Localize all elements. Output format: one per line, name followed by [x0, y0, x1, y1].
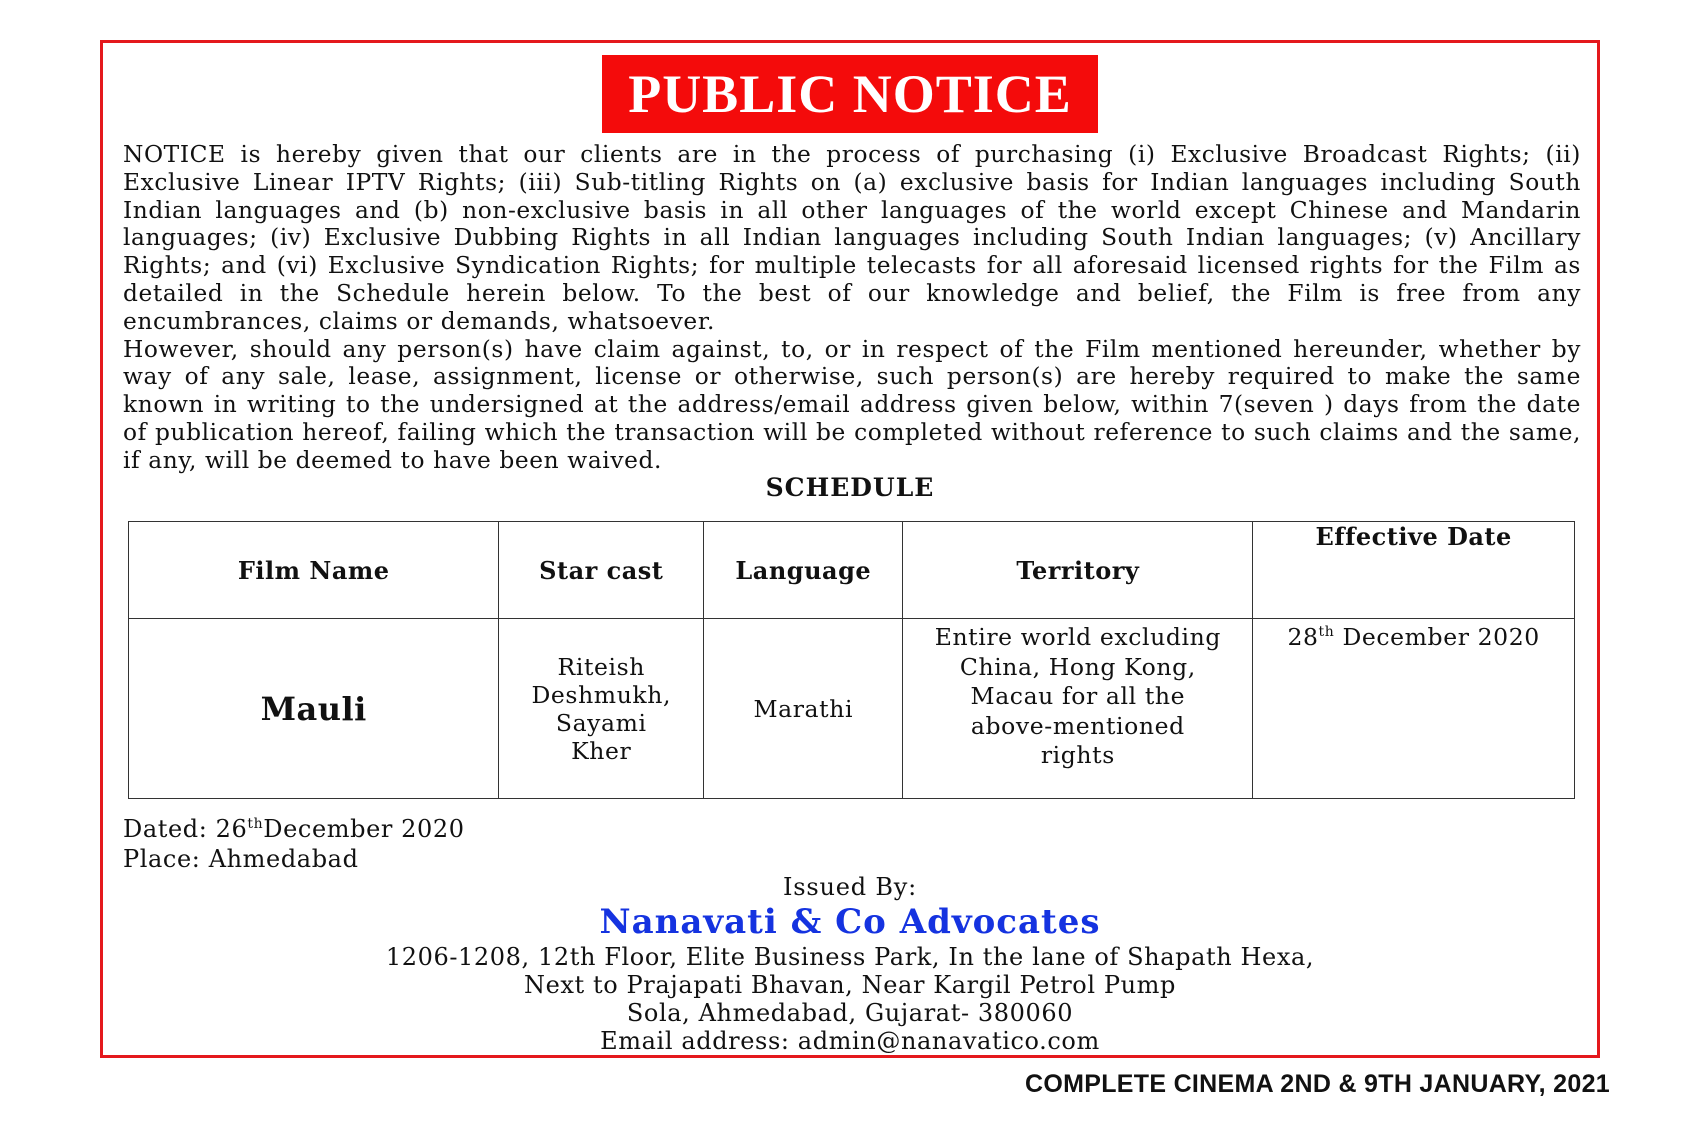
- dated-label: Dated: 26: [123, 815, 248, 843]
- header-star-cast: Star cast: [499, 522, 704, 619]
- header-effective-date: Effective Date: [1253, 522, 1575, 619]
- notice-paragraph-1: NOTICE is hereby given that our clients are in the process of purchasing (i) Exclusive Broadcast Rights; (ii) Exclusive Linear IPTV Rights; (iii) Sub-titling Rights on (a) exclusive basis for Indian languages including South Indian languages and (b) non-exclusive basis in all other languages of the world except Chinese and Mandarin languages; (iv) Exclusive Dubbing Rights in all Indian languages including South Indian languages; (v) Ancillary Rights; and (vi) Exclusive Syndication Rights; for multiple telecasts for all aforesaid licensed rights for the Film as detailed in the Schedule herein below. To the best of our knowledge and belief, the Film is free from any encumbrances, claims or demands, whatsoever.: [123, 141, 1581, 335]
- star-cast-line: Kher: [571, 736, 632, 765]
- table-row: [129, 619, 1575, 799]
- title-banner: [602, 55, 1098, 133]
- effective-day: 28: [1287, 623, 1319, 651]
- territory-line: Entire world excluding: [934, 623, 1221, 651]
- cell-language: Marathi: [704, 619, 903, 799]
- cell-film-name: Mauli: [129, 619, 499, 799]
- address-line-1: 1206-1208, 12th Floor, Elite Business Park, In the lane of Shapath Hexa,: [385, 943, 1315, 971]
- schedule-table: [128, 521, 1575, 799]
- territory-line: rights: [1040, 741, 1115, 769]
- publication-footer: COMPLETE CINEMA 2ND & 9TH JANUARY, 2021: [1025, 1070, 1610, 1098]
- territory-line: Macau for all the: [970, 682, 1186, 710]
- territory-line: above-mentioned: [970, 711, 1185, 740]
- notice-body: [123, 141, 1581, 475]
- page-title: PUBLIC NOTICE: [628, 64, 1072, 124]
- cell-effective-date: [1253, 619, 1575, 799]
- address-line-3: Sola, Ahmedabad, Gujarat- 380060: [626, 999, 1074, 1027]
- table-header-row: [129, 522, 1575, 619]
- place-line: Place: Ahmedabad: [123, 845, 359, 873]
- star-cast-line: Deshmukh,: [531, 680, 672, 709]
- schedule-heading: SCHEDULE: [765, 473, 935, 502]
- header-language: Language: [704, 522, 903, 619]
- header-territory: Territory: [903, 522, 1253, 619]
- header-film-name: Film Name: [129, 522, 499, 619]
- notice-paragraph-2: However, should any person(s) have claim against, to, or in respect of the Film mentioned hereunder, whether by way of any sale, lease, assignment, license or otherwise, such person(s) are hereby required to make the same known in writing to the undersigned at the address/email address given below, within 7(seven ) days from the date of publication hereof, failing which the transaction will be completed without reference to such claims and the same, if any, will be deemed to have been waived.: [123, 335, 1581, 474]
- cell-star-cast: [499, 619, 704, 799]
- cell-territory: [903, 619, 1253, 799]
- email-address: Email address: admin@nanavatico.com: [600, 1027, 1100, 1055]
- dated-line: [123, 815, 465, 843]
- star-cast-line: Riteish: [557, 652, 646, 681]
- firm-name: Nanavati & Co Advocates: [599, 902, 1101, 942]
- dated-month-year: December 2020: [263, 815, 465, 843]
- territory-line: China, Hong Kong,: [959, 652, 1196, 681]
- star-cast-line: Sayami: [555, 708, 647, 737]
- issued-by-label: Issued By:: [782, 873, 918, 901]
- effective-month-year: December 2020: [1334, 623, 1540, 651]
- address-line-2: Next to Prajapati Bhavan, Near Kargil Petrol Pump: [524, 971, 1176, 999]
- dated-suffix: th: [247, 816, 264, 832]
- effective-day-suffix: th: [1318, 624, 1335, 641]
